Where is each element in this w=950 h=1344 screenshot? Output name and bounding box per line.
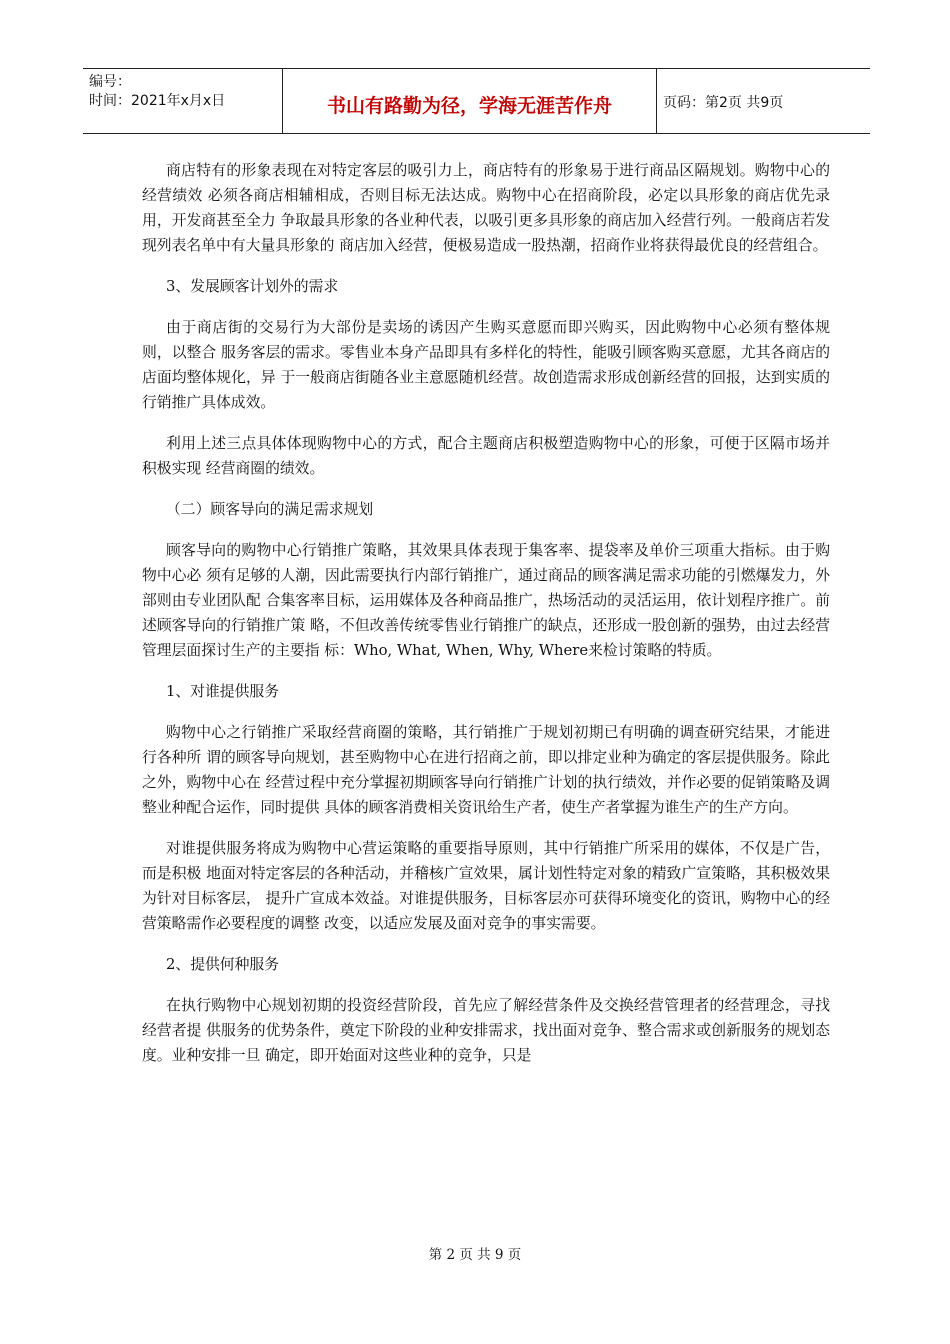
body-paragraph: 利用上述三点具体体现购物中心的方式，配合主题商店积极塑造购物中心的形象，可便于区隔市场并积极实现 经营商圈的绩效。	[142, 435, 830, 477]
document-number-label: 编号：	[89, 74, 131, 90]
body-paragraph: 顾客导向的购物中心行销推广策略，其效果具体表现于集客率、提袋率及单价三项重大指标。由于购物中心必 须有足够的人潮，因此需要执行内部行销推广，通过商品的顾客满足需求功能的引燃爆发力，外部则由专业团队配 合集客率目标，运用媒体及各种商品推广，热场活动的灵活运用，依计划程序推广。前述顾客导向的行销推广策 略，不但改善传统零售业行销推广的缺点，还形成一股创新的强势，由过去经营管理层面探讨生产的主要指 标：Who, What, When, Why, Where来检讨策略的特质。	[142, 542, 830, 659]
section-heading: 2、提供何种服务	[166, 956, 279, 973]
page-footer: 第 2 页 共 9 页	[428, 1247, 522, 1263]
section-heading: （二）顾客导向的满足需求规划	[166, 501, 374, 518]
document-time-label: 时间：2021年x月x日	[89, 93, 226, 109]
body-paragraph: 对谁提供服务将成为购物中心营运策略的重要指导原则，其中行销推广所采用的媒体，不仅是广告，而是积极 地面对特定客层的各种活动，并稽核广宣效果，属计划性特定对象的精致广宣策略，其积极效果为针对目标客层， 提升广宣成本效益。对谁提供服务，目标客层亦可获得环境变化的资讯，购物中心的经营策略需作必要程度的调整 改变，以适应发展及面对竞争的事实需要。	[142, 840, 830, 932]
document-body	[142, 158, 830, 1084]
header-page-label: 页码：第2页 共9页	[663, 95, 784, 111]
section-heading: 3、发展顾客计划外的需求	[166, 278, 339, 295]
header-meta	[83, 69, 283, 133]
section-heading: 1、对谁提供服务	[166, 683, 279, 700]
page-header	[83, 68, 870, 134]
body-paragraph: 在执行购物中心规划初期的投资经营阶段，首先应了解经营条件及交换经营管理者的经营理念，寻找经营者提 供服务的优势条件，奠定下阶段的业种安排需求，找出面对竞争、整合需求或创新服务的规划态度。业种安排一旦 确定，即开始面对这些业种的竞争，只是	[142, 997, 830, 1064]
body-paragraph: 购物中心之行销推广采取经营商圈的策略，其行销推广于规划初期已有明确的调查研究结果，才能进行各种所 谓的顾客导向规划，甚至购物中心在进行招商之前，即以排定业种为确定的客层提供服务。除此之外，购物中心在 经营过程中充分掌握初期顾客导向行销推广计划的执行绩效，并作必要的促销策略及调整业种配合运作，同时提供 具体的顾客消费相关资讯给生产者，使生产者掌握为谁生产的生产方向。	[142, 724, 830, 816]
body-paragraph: 由于商店街的交易行为大部份是卖场的诱因产生购买意愿而即兴购买，因此购物中心必须有整体规则，以整合 服务客层的需求。零售业本身产品即具有多样化的特性，能吸引顾客购买意愿，尤其各商店的店面均整体规化，异 于一般商店街随各业主意愿随机经营。故创造需求形成创新经营的回报，达到实质的行销推广具体成效。	[142, 319, 830, 411]
body-paragraph: 商店特有的形象表现在对特定客层的吸引力上，商店特有的形象易于进行商品区隔规划。购物中心的经营绩效 必须各商店相辅相成，否则目标无法达成。购物中心在招商阶段，必定以具形象的商店优先录用，开发商甚至全力 争取最具形象的各业种代表，以吸引更多具形象的商店加入经营行列。一般商店若发现列表名单中有大量具形象的 商店加入经营，便极易造成一股热潮，招商作业将获得最优良的经营组合。	[142, 162, 830, 254]
header-motto: 书山有路勤为径，学海无涯苦作舟	[283, 69, 657, 133]
